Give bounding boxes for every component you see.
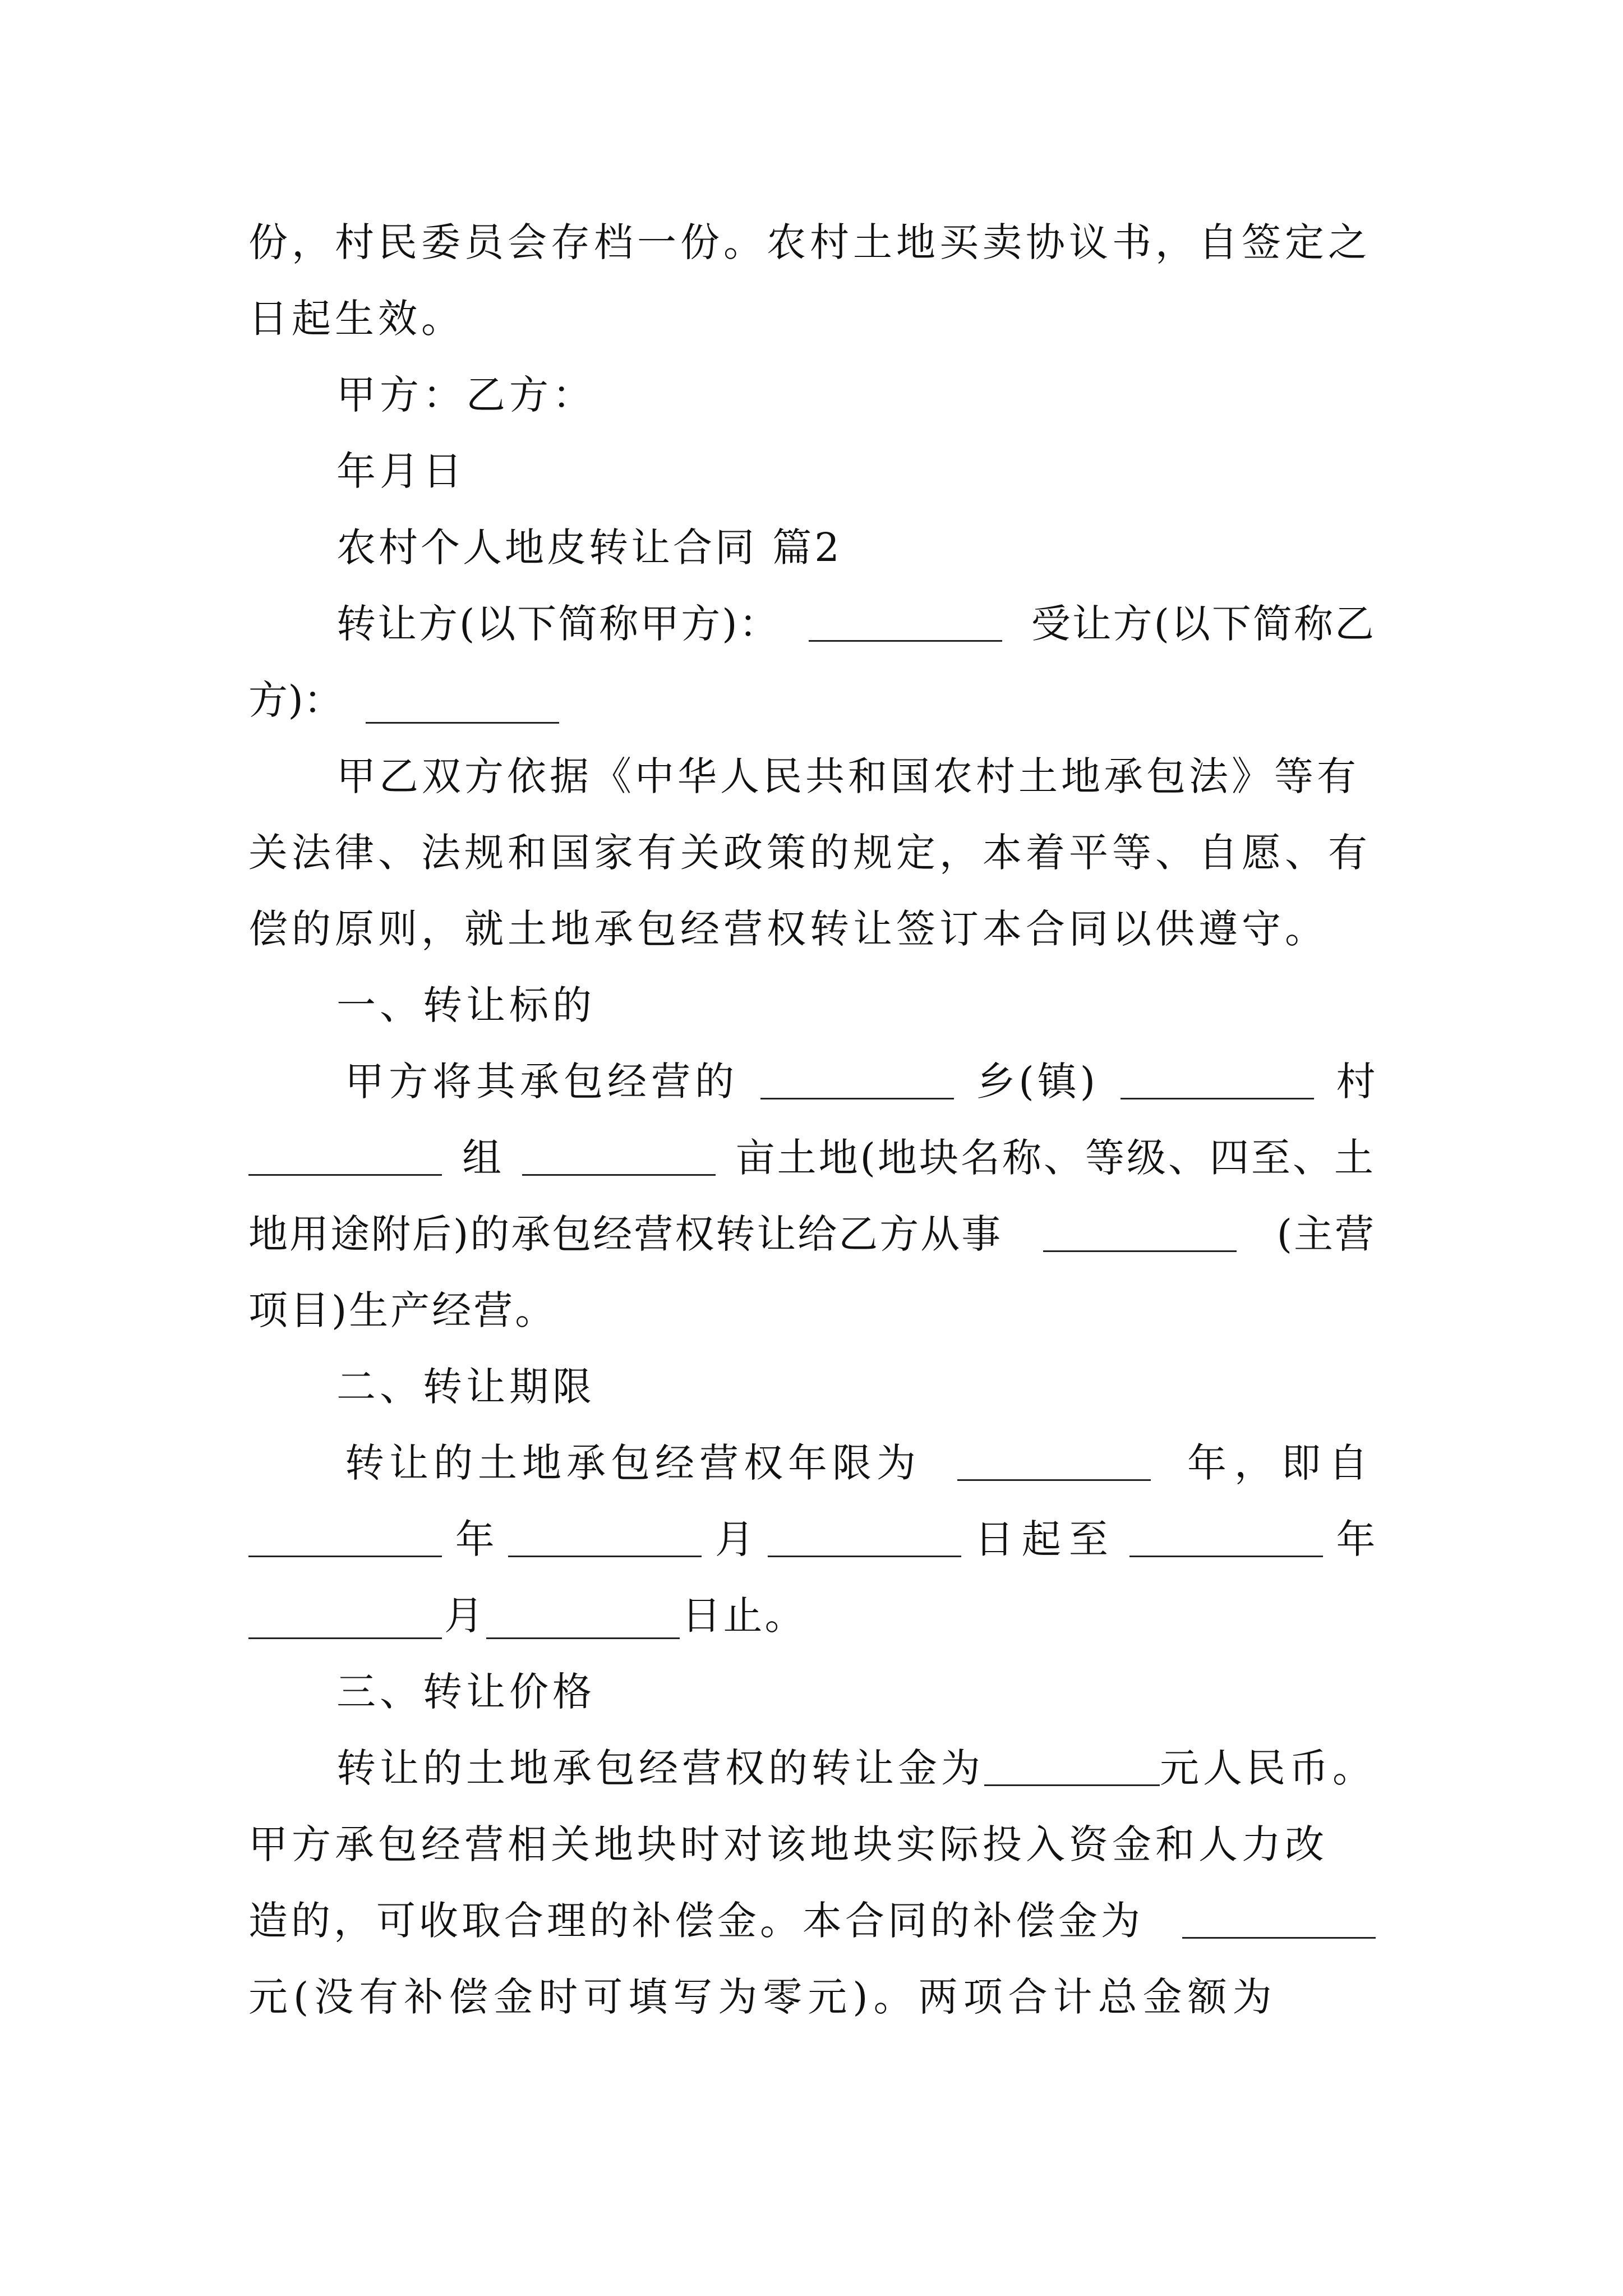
clause-line (248, 1119, 1376, 1197)
text-segment: 日起至 (974, 1516, 1116, 1562)
text-segment: 转让方(以下简称甲方)： (336, 601, 780, 647)
fill-blank (366, 720, 559, 724)
text-line: 甲方：乙方： (336, 372, 596, 418)
text-segment: 造的，可收取合理的补偿金。本合同的补偿金为 (248, 1898, 1144, 1944)
text-segment: 受让方(以下简称乙 (1031, 601, 1376, 647)
fill-blank (248, 1522, 442, 1557)
text-line: 年月日 (336, 448, 466, 494)
heading-text: 一、转让标的 (336, 982, 596, 1028)
fill-blank (486, 1635, 680, 1639)
text-segment: 转让的土地承包经营权的转让金为 (336, 1745, 984, 1791)
paragraph-line (336, 737, 1376, 816)
fill-blank (760, 1064, 954, 1099)
clause-line (248, 1881, 1376, 1960)
clause-line (345, 1424, 1376, 1502)
clause-line (336, 1729, 1376, 1807)
text-line: 日起生效。 (248, 296, 464, 342)
text-segment: (主营 (1276, 1211, 1376, 1257)
fill-blank (248, 1635, 442, 1639)
fill-blank (508, 1522, 702, 1557)
paragraph-line (248, 813, 1376, 892)
section-heading (336, 1347, 1376, 1426)
clause-line (248, 1958, 1376, 2036)
text-segment: 地用途附后)的承包经营权转让给乙方从事 (248, 1211, 1003, 1257)
text-line: 元(没有补偿金时可填写为零元)。两项合计总金额为 (248, 1974, 1278, 2020)
text-segment: 村 (1336, 1059, 1376, 1105)
text-line: 偿的原则，就土地承包经营权转让签订本合同以供遵守。 (248, 906, 1328, 952)
text-line: 甲方承包经营相关地块时对该地块实际投入资金和人力改 (248, 1821, 1328, 1867)
fill-blank (1129, 1522, 1323, 1557)
text-line: 关法律、法规和国家有关政策的规定，本着平等、自愿、有 (248, 830, 1371, 876)
fill-blank (1043, 1217, 1237, 1252)
fill-blank (248, 1140, 442, 1176)
heading-text: 三、转让价格 (336, 1669, 596, 1715)
clause-line (345, 1042, 1376, 1121)
section-heading (336, 508, 1376, 587)
text-segment: 月 (444, 1593, 484, 1639)
fill-blank (768, 1522, 961, 1557)
fill-blank (809, 606, 1002, 642)
paragraph-line (248, 203, 1376, 282)
text-segment: 亩土地(地块名称、等级、四至、土 (735, 1135, 1376, 1181)
fill-blank (522, 1140, 716, 1176)
text-line: 甲乙双方依据《中华人民共和国农村土地承包法》等有 (336, 753, 1359, 799)
signature-parties-line (336, 356, 1376, 434)
clause-line (248, 1500, 1376, 1579)
text-segment: 年 (455, 1516, 495, 1562)
text-segment: 转让的土地承包经营权年限为 (345, 1440, 921, 1486)
parties-line (336, 585, 1376, 663)
text-segment: 元人民币。 (1160, 1745, 1376, 1791)
heading-text: 农村个人地皮转让合同 篇2 (336, 524, 842, 570)
text-segment: 方)： (248, 677, 343, 723)
clause-line (248, 1805, 1376, 1884)
paragraph-line (248, 890, 1376, 968)
text-segment: 组 (462, 1135, 502, 1181)
text-segment: 年 (1336, 1516, 1376, 1562)
fill-blank (1121, 1064, 1314, 1099)
text-segment: 乡(镇) (976, 1059, 1099, 1105)
section-heading (336, 966, 1376, 1045)
clause-line (248, 1271, 1376, 1350)
text-line: 项目)生产经营。 (248, 1287, 557, 1333)
text-line: 份，村民委员会存档一份。农村土地买卖协议书，自签定之 (248, 219, 1371, 265)
text-segment: 日止。 (681, 1593, 806, 1639)
fill-blank (957, 1446, 1151, 1481)
paragraph-line (248, 279, 1376, 358)
clause-line (248, 1576, 1376, 1655)
date-line (336, 432, 1376, 510)
fill-blank (984, 1751, 1160, 1786)
text-segment: 甲方将其承包经营的 (345, 1059, 739, 1105)
heading-text: 二、转让期限 (336, 1364, 596, 1410)
section-heading (336, 1653, 1376, 1731)
text-segment: 年，即自 (1187, 1440, 1376, 1486)
clause-line (248, 1195, 1376, 1273)
text-segment: 月 (714, 1516, 755, 1562)
fill-blank (1182, 1903, 1376, 1939)
parties-line-cont (248, 661, 1376, 739)
